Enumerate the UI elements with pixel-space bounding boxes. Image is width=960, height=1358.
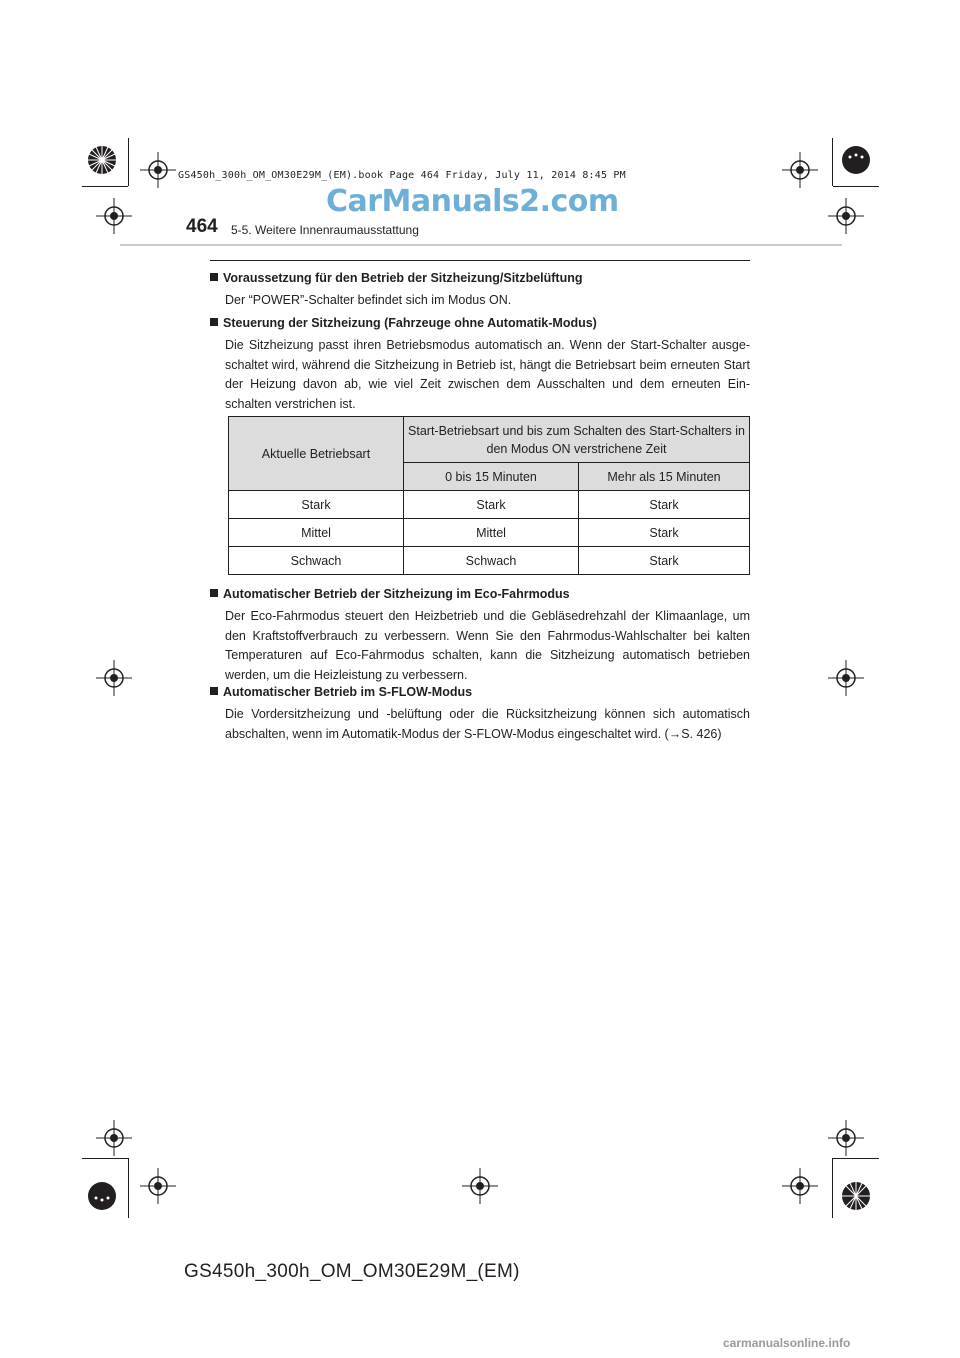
crop-line — [832, 138, 833, 186]
crosshair-mark-icon — [94, 658, 134, 698]
crop-line — [128, 138, 129, 186]
section-body: Die Sitzheizung passt ihren Betriebsmodus automatisch an. Wenn der Start-Schalter ausge-schaltet wird, während die Sitzheizung in Betrieb ist, hängt die Betriebsart beim erneuten Start der Heizung davon ab, wie viel Zeit zwischen dem Ausschalten und dem erneuten Ein-schalten verstrichen ist. — [225, 338, 750, 411]
section-heading — [210, 586, 750, 602]
crosshair-mark-icon — [94, 1118, 134, 1158]
crop-line — [82, 186, 128, 187]
watermark-logo: CarManuals2.com — [326, 184, 619, 219]
section-heading — [210, 684, 750, 700]
table-row — [229, 491, 750, 519]
section-eco-mode — [210, 586, 750, 685]
crosshair-mark-icon — [780, 1166, 820, 1206]
crop-line — [128, 1158, 129, 1218]
registration-mark-icon — [836, 140, 876, 180]
crop-line — [833, 1158, 879, 1159]
crosshair-mark-icon — [138, 1166, 178, 1206]
content-rule — [210, 260, 750, 261]
registration-mark-icon — [82, 1176, 122, 1216]
heading-text: Automatischer Betrieb der Sitzheizung im Eco-Fahrmodus — [223, 587, 570, 601]
table-cell: Schwach — [404, 547, 579, 575]
section-body: Der Eco-Fahrmodus steuert den Heizbetrieb und die Gebläsedrehzahl der Klimaanlage, um den Kraftstoffverbrauch zu verbessern. Wenn Sie den Fahrmodus-Wahlschalter bei kalten Temperaturen auf Eco-Fahrmodus schalten, kann die Sitzheizung automatisch betrieben werden, um die Heizleistung zu verbessern. — [225, 609, 750, 682]
registration-mark-icon — [82, 140, 122, 180]
table-row — [229, 519, 750, 547]
table-cell: Stark — [579, 491, 750, 519]
crosshair-mark-icon — [826, 658, 866, 698]
crosshair-mark-icon — [780, 150, 820, 190]
heading-text: Voraussetzung für den Betrieb der Sitzheizung/Sitzbelüftung — [223, 271, 583, 285]
footer-code: GS450h_300h_OM_OM30E29M_(EM) — [184, 1261, 520, 1282]
heading-text: Steuerung der Sitzheizung (Fahrzeuge ohne Automatik-Modus) — [223, 316, 597, 330]
table-cell: Stark — [579, 519, 750, 547]
table-cell: Schwach — [229, 547, 404, 575]
square-bullet-icon — [210, 318, 218, 326]
table-row — [229, 547, 750, 575]
section-title: 5-5. Weitere Innenraumausstattung — [231, 223, 419, 237]
crop-line — [82, 1158, 128, 1159]
section-power-condition — [210, 270, 750, 311]
table-header-current-mode: Aktuelle Betriebsart — [229, 417, 404, 491]
header-rule — [120, 244, 842, 246]
table-cell: Mittel — [229, 519, 404, 547]
section-heading — [210, 270, 750, 286]
crosshair-mark-icon — [138, 150, 178, 190]
section-heating-control — [210, 315, 750, 414]
book-info: GS450h_300h_OM_OM30E29M_(EM).book Page 464 Friday, July 11, 2014 8:45 PM — [178, 170, 626, 181]
table-header-group: Start-Betriebsart und bis zum Schalten des Start-Schalters in den Modus ON verstrichene Zeit — [404, 417, 750, 463]
table-cell: Stark — [229, 491, 404, 519]
crosshair-mark-icon — [826, 1118, 866, 1158]
table-cell: Stark — [404, 491, 579, 519]
square-bullet-icon — [210, 273, 218, 281]
heading-text: Automatischer Betrieb im S-FLOW-Modus — [223, 685, 473, 699]
registration-mark-icon — [836, 1176, 876, 1216]
table-subheader: Mehr als 15 Minuten — [579, 463, 750, 491]
section-s-flow — [210, 684, 750, 744]
operating-mode-table — [228, 416, 750, 575]
crosshair-mark-icon — [460, 1166, 500, 1206]
table-subheader: 0 bis 15 Minuten — [404, 463, 579, 491]
section-body: Der “POWER”-Schalter befindet sich im Modus ON. — [225, 293, 512, 307]
crosshair-mark-icon — [826, 196, 866, 236]
table-cell: Mittel — [404, 519, 579, 547]
crosshair-mark-icon — [94, 196, 134, 236]
square-bullet-icon — [210, 589, 218, 597]
section-heading — [210, 315, 750, 331]
watermark-footer: carmanualsonline.info — [723, 1336, 851, 1350]
section-body: Die Vordersitzheizung und -belüftung oder die Rücksitzheizung können sich automatisch abschalten, wenn im Automatik-Modus der S-FLOW-Modus eingeschaltet wird. (→S. 426) — [225, 707, 750, 741]
square-bullet-icon — [210, 687, 218, 695]
crop-line — [832, 1158, 833, 1218]
table-cell: Stark — [579, 547, 750, 575]
crop-line — [833, 186, 879, 187]
page-number: 464 — [186, 216, 218, 237]
